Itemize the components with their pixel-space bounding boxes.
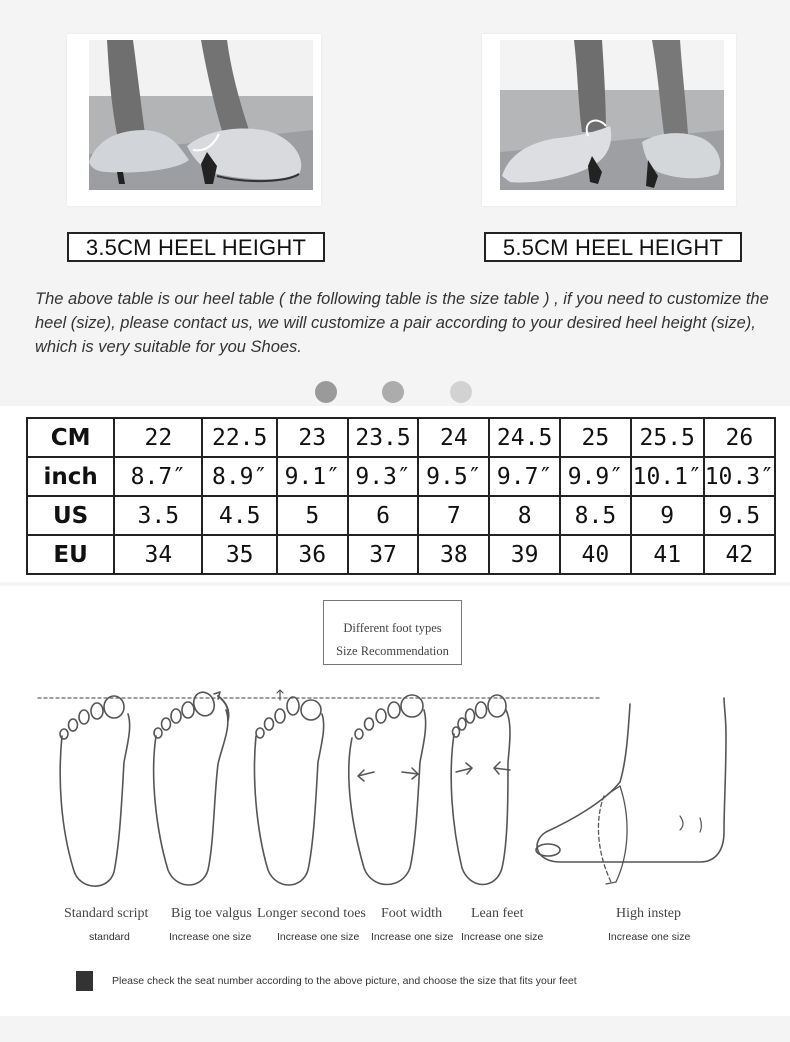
size-cell: 9.5 (704, 496, 775, 535)
size-cell: 4.5 (202, 496, 276, 535)
size-row-header: inch (27, 457, 114, 496)
size-cell: 9.1″ (277, 457, 348, 496)
size-cell: 23.5 (348, 418, 419, 457)
size-cell: 9.5″ (418, 457, 489, 496)
foot-advice-standard: standard (89, 931, 130, 943)
size-row-header: CM (27, 418, 114, 457)
size-cell: 10.1″ (631, 457, 704, 496)
foot-high-instep-icon (536, 698, 726, 884)
carousel-dot-2[interactable] (382, 381, 404, 403)
size-row-cm (27, 418, 775, 457)
foot-advice-foot-width: Increase one size (371, 931, 454, 943)
foot-width-icon (349, 695, 426, 885)
heel-photo-3-5cm (67, 34, 321, 206)
foot-caption-high-instep: High instep (616, 906, 681, 921)
size-cell: 10.3″ (704, 457, 775, 496)
shoe-image-low-heel (67, 34, 321, 206)
size-table-section (0, 406, 790, 582)
size-cell: 8.7″ (114, 457, 202, 496)
foot-advice-high-instep: Increase one size (608, 931, 691, 943)
size-cell: 41 (631, 535, 704, 574)
size-cell: 25.5 (631, 418, 704, 457)
size-row-us (27, 496, 775, 535)
size-cell: 36 (277, 535, 348, 574)
size-cell: 9 (631, 496, 704, 535)
size-cell: 37 (348, 535, 419, 574)
foot-lean-icon (451, 695, 510, 885)
size-cell: 24.5 (489, 418, 560, 457)
size-cell: 8.5 (560, 496, 631, 535)
foot-caption-lean-feet: Lean feet (471, 906, 524, 921)
foot-advice-longer-second-toe: Increase one size (277, 931, 360, 943)
heel-label-3-5cm: 3.5CM HEEL HEIGHT (67, 232, 325, 262)
size-cell: 40 (560, 535, 631, 574)
heel-photo-5-5cm (482, 34, 736, 206)
note-bullet-icon (76, 971, 93, 991)
size-cell: 25 (560, 418, 631, 457)
size-cell: 42 (704, 535, 775, 574)
shoe-image-high-heel (482, 34, 736, 206)
size-cell: 8 (489, 496, 560, 535)
foot-caption-longer-second-toe: Longer second toes (257, 906, 366, 921)
size-row-header: EU (27, 535, 114, 574)
foot-caption-standard: Standard script (64, 906, 149, 921)
size-cell: 26 (704, 418, 775, 457)
size-row-inch (27, 457, 775, 496)
size-row-eu (27, 535, 775, 574)
foot-type-subtitle: Size Recommendation (336, 644, 449, 658)
size-cell: 39 (489, 535, 560, 574)
foot-big-toe-valgus-icon (154, 689, 229, 885)
size-cell: 7 (418, 496, 489, 535)
intro-text: The above table is our heel table ( the following table is the size table ) , if you need to customize the heel (size), please contact us, we will customize a pair according to your desired heel height (size), which is very suitable for you Shoes. (35, 290, 769, 356)
foot-advice-big-toe-valgus: Increase one size (169, 931, 252, 943)
foot-longer-second-toe-icon (255, 690, 324, 885)
size-table (26, 417, 776, 575)
carousel-dot-3[interactable] (450, 381, 472, 403)
foot-type-section (0, 586, 790, 1016)
size-cell: 9.9″ (560, 457, 631, 496)
foot-caption-big-toe-valgus: Big toe valgus (171, 906, 252, 921)
size-cell: 9.3″ (348, 457, 419, 496)
foot-standard-icon (60, 696, 130, 886)
size-cell: 8.9″ (202, 457, 276, 496)
size-cell: 3.5 (114, 496, 202, 535)
size-cell: 22.5 (202, 418, 276, 457)
size-cell: 6 (348, 496, 419, 535)
foot-type-title: Different foot types (343, 621, 442, 635)
foot-types-illustration (0, 586, 790, 916)
heel-label-5-5cm: 5.5CM HEEL HEIGHT (484, 232, 742, 262)
size-cell: 38 (418, 535, 489, 574)
size-cell: 9.7″ (489, 457, 560, 496)
foot-caption-foot-width: Foot width (381, 906, 443, 921)
size-cell: 35 (202, 535, 276, 574)
size-row-header: US (27, 496, 114, 535)
size-cell: 22 (114, 418, 202, 457)
carousel-dot-1[interactable] (315, 381, 337, 403)
size-cell: 23 (277, 418, 348, 457)
footer-note: Please check the seat number according to the above picture, and choose the size that fits your feet (112, 975, 577, 987)
size-cell: 34 (114, 535, 202, 574)
size-cell: 5 (277, 496, 348, 535)
foot-advice-lean-feet: Increase one size (461, 931, 544, 943)
size-cell: 24 (418, 418, 489, 457)
